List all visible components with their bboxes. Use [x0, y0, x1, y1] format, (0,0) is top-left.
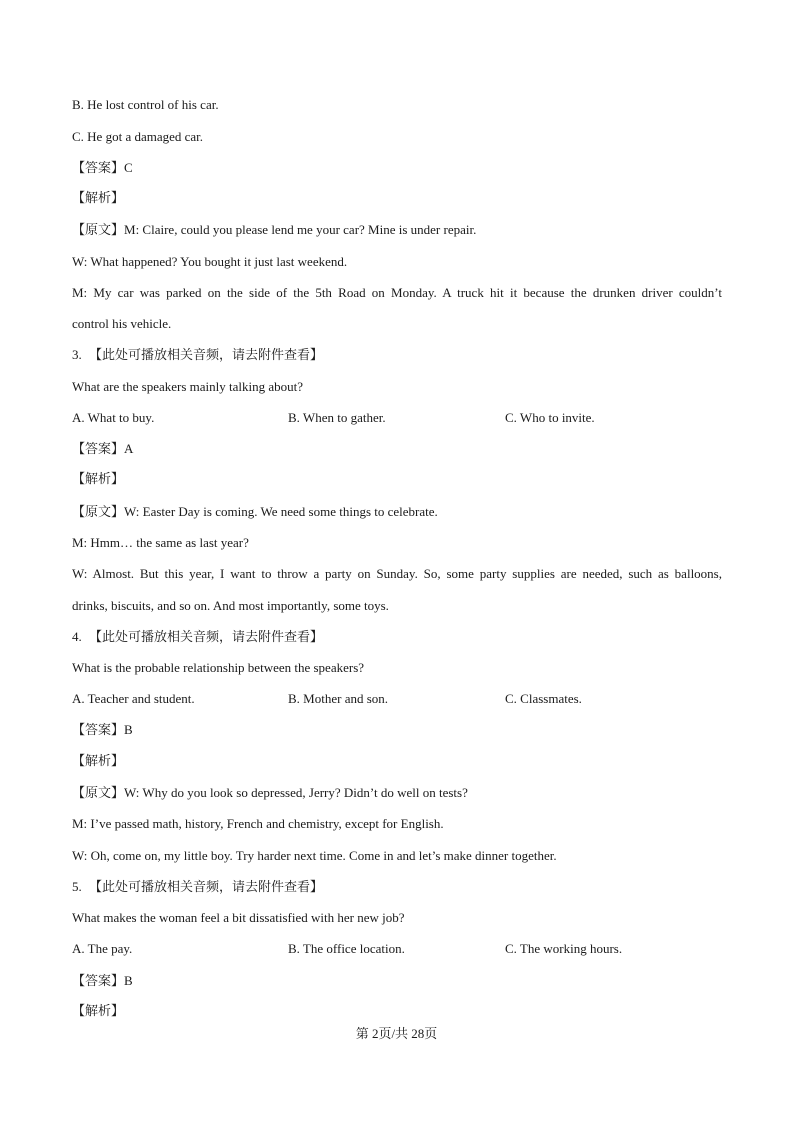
q3-answer-row: [72, 441, 133, 458]
q5-answer-row: [72, 973, 133, 990]
q2-script-line-3: M: My car was parked on the side of the 5th Road on Monday. A truck hit it because the drunken driver couldn’t: [72, 285, 722, 300]
audio-note: 【此处可播放相关音频，请去附件查看】: [89, 630, 324, 645]
q3-script-line-1: [72, 504, 438, 521]
answer-value: B: [124, 722, 133, 737]
script-text: W: Why do you look so depressed, Jerry? Didn’t do well on tests?: [124, 785, 468, 800]
q2-script-line-1: [72, 222, 476, 239]
q2-script-line-2: W: What happened? You bought it just last weekend.: [72, 254, 348, 269]
answer-label: 【答案】: [72, 442, 125, 457]
script-text: M: Claire, could you please lend me your car? Mine is under repair.: [124, 222, 477, 237]
script-label: 【原文】: [72, 505, 125, 520]
q3-script-line-2: M: Hmm… the same as last year?: [72, 535, 249, 550]
page-footer: 第 2页/共 28页: [355, 1026, 438, 1041]
q4-option-b: B. Mother and son.: [288, 691, 389, 706]
q4-analysis-label: 【解析】: [72, 754, 125, 769]
answer-value: A: [124, 441, 134, 456]
answer-label: 【答案】: [72, 161, 125, 176]
answer-label: 【答案】: [72, 723, 125, 738]
q3-question: What are the speakers mainly talking about?: [72, 379, 304, 394]
q4-script-line-2: M: I’ve passed math, history, French and chemistry, except for English.: [72, 816, 444, 831]
q4-option-c: C. Classmates.: [505, 691, 582, 706]
q2-script-line-4: control his vehicle.: [72, 316, 172, 331]
q2-answer-row: [72, 160, 133, 177]
script-label: 【原文】: [72, 786, 125, 801]
q3-analysis-label: 【解析】: [72, 472, 125, 487]
q3-script-line-4: drinks, biscuits, and so on. And most importantly, some toys.: [72, 598, 389, 613]
q5-header: [72, 879, 323, 896]
question-number: 4.: [72, 629, 82, 644]
audio-note: 【此处可播放相关音频，请去附件查看】: [89, 880, 324, 895]
q4-script-line-3: W: Oh, come on, my little boy. Try harder next time. Come in and let’s make dinner together.: [72, 848, 557, 863]
q5-option-b: B. The office location.: [288, 941, 405, 956]
q2-analysis-label: 【解析】: [72, 191, 125, 206]
answer-label: 【答案】: [72, 974, 125, 989]
q3-header: [72, 347, 323, 364]
q4-question: What is the probable relationship between the speakers?: [72, 660, 365, 675]
script-label: 【原文】: [72, 223, 125, 238]
q2-option-c: C. He got a damaged car.: [72, 129, 204, 144]
q4-answer-row: [72, 722, 133, 739]
q5-question: What makes the woman feel a bit dissatisfied with her new job?: [72, 910, 405, 925]
q5-analysis-label: 【解析】: [72, 1004, 125, 1019]
question-number: 3.: [72, 347, 82, 362]
question-number: 5.: [72, 879, 82, 894]
q3-script-line-3: W: Almost. But this year, I want to throw a party on Sunday. So, some party supplies are needed, such as balloons,: [72, 566, 722, 581]
q2-option-b: B. He lost control of his car.: [72, 97, 219, 112]
answer-value: B: [124, 973, 133, 988]
script-text: W: Easter Day is coming. We need some things to celebrate.: [124, 504, 438, 519]
q4-option-a: A. Teacher and student.: [72, 691, 195, 706]
q4-header: [72, 629, 323, 646]
q3-option-a: A. What to buy.: [72, 410, 155, 425]
q3-option-c: C. Who to invite.: [505, 410, 595, 425]
q5-option-a: A. The pay.: [72, 941, 133, 956]
answer-value: C: [124, 160, 133, 175]
q4-script-line-1: [72, 785, 468, 802]
q5-option-c: C. The working hours.: [505, 941, 623, 956]
q3-option-b: B. When to gather.: [288, 410, 386, 425]
audio-note: 【此处可播放相关音频，请去附件查看】: [89, 348, 324, 363]
